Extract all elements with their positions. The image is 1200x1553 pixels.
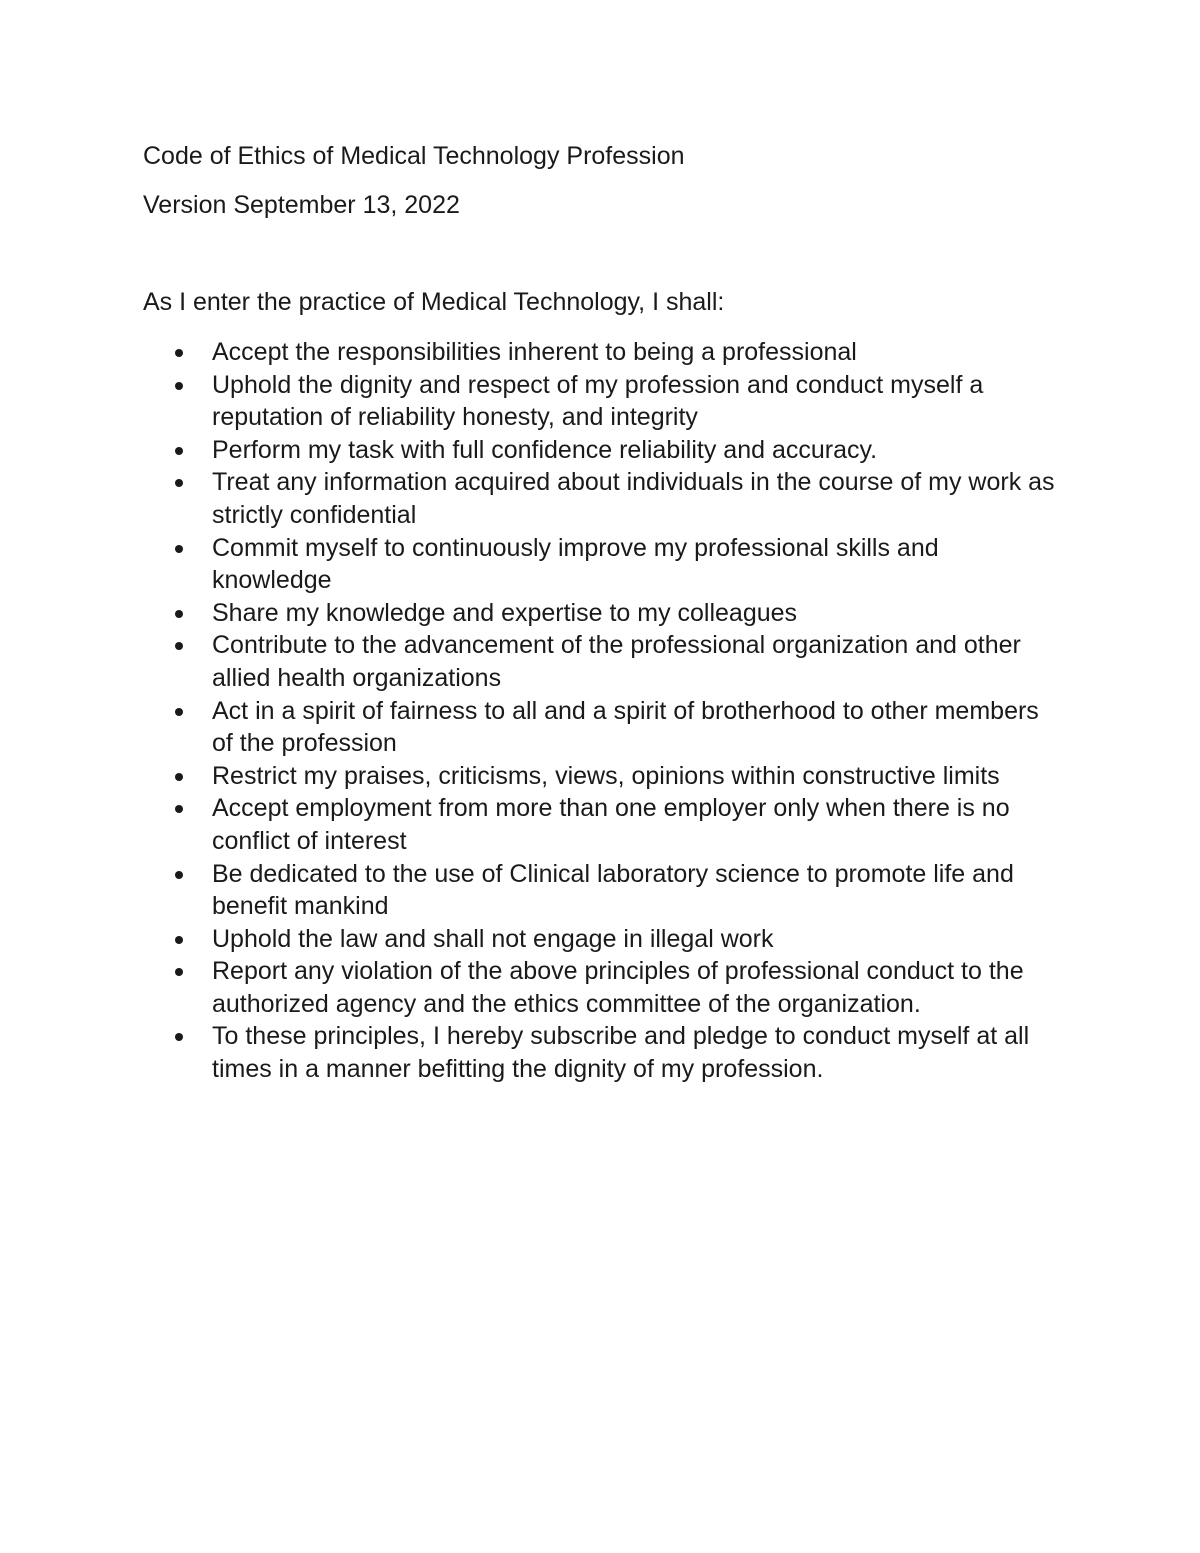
bullet-icon <box>175 349 183 357</box>
list-item <box>143 336 1057 369</box>
list-item-text: Accept employment from more than one employer only when there is no conflict of interest <box>212 794 1010 855</box>
bullet-icon <box>175 871 183 879</box>
list-item <box>143 955 1057 1020</box>
bullet-icon <box>175 382 183 390</box>
ethics-list <box>143 336 1073 1086</box>
list-item <box>143 760 1057 793</box>
bullet-icon <box>175 708 183 716</box>
list-item-text: Restrict my praises, criticisms, views, opinions within constructive limits <box>212 761 1000 790</box>
bullet-icon <box>175 642 183 650</box>
list-item <box>143 369 1057 434</box>
bullet-icon <box>175 968 183 976</box>
list-item-text: Uphold the law and shall not engage in illegal work <box>212 924 774 953</box>
list-item-text: To these principles, I hereby subscribe and pledge to conduct myself at all times in a manner befitting the dignity of my profession. <box>212 1022 1030 1084</box>
list-item <box>143 434 1057 467</box>
list-item <box>143 629 1057 694</box>
bullet-icon <box>175 1033 183 1041</box>
bullet-icon <box>175 545 183 553</box>
list-item <box>143 466 1057 531</box>
document-title: Code of Ethics of Medical Technology Profession <box>143 142 685 170</box>
list-item-text: Report any violation of the above principles of professional conduct to the authorized agency and the ethics committee of the organization. <box>212 957 1024 1018</box>
list-item-text: Perform my task with full confidence reliability and accuracy. <box>212 435 878 464</box>
list-item <box>143 597 1057 630</box>
list-item <box>143 695 1057 760</box>
bullet-icon <box>175 936 183 944</box>
list-item-text: Accept the responsibilities inherent to being a professional <box>212 338 857 366</box>
list-item <box>143 1020 1057 1085</box>
list-item-text: Treat any information acquired about individuals in the course of my work as strictly confidential <box>212 468 1055 529</box>
bullet-icon <box>175 479 183 487</box>
intro-paragraph: As I enter the practice of Medical Technology, I shall: <box>143 288 725 316</box>
bullet-icon <box>175 447 183 455</box>
list-item <box>143 792 1057 857</box>
list-item-text: Share my knowledge and expertise to my colleagues <box>212 598 798 627</box>
list-item-text: Act in a spirit of fairness to all and a spirit of brotherhood to other members of the profession <box>212 696 1039 758</box>
document-content <box>143 140 1073 1086</box>
list-item-text: Be dedicated to the use of Clinical laboratory science to promote life and benefit mankind <box>212 859 1014 921</box>
list-item-text: Commit myself to continuously improve my professional skills and knowledge <box>212 533 939 595</box>
document-version: Version September 13, 2022 <box>143 191 460 219</box>
list-item-text: Contribute to the advancement of the professional organization and other allied health organizations <box>212 631 1021 692</box>
list-item <box>143 923 1057 956</box>
list-item <box>143 532 1057 597</box>
list-item-text: Uphold the dignity and respect of my profession and conduct myself a reputation of reliability honesty, and integrity <box>212 370 984 432</box>
bullet-icon <box>175 610 183 618</box>
bullet-icon <box>175 805 183 813</box>
list-item <box>143 858 1057 923</box>
bullet-icon <box>175 773 183 781</box>
